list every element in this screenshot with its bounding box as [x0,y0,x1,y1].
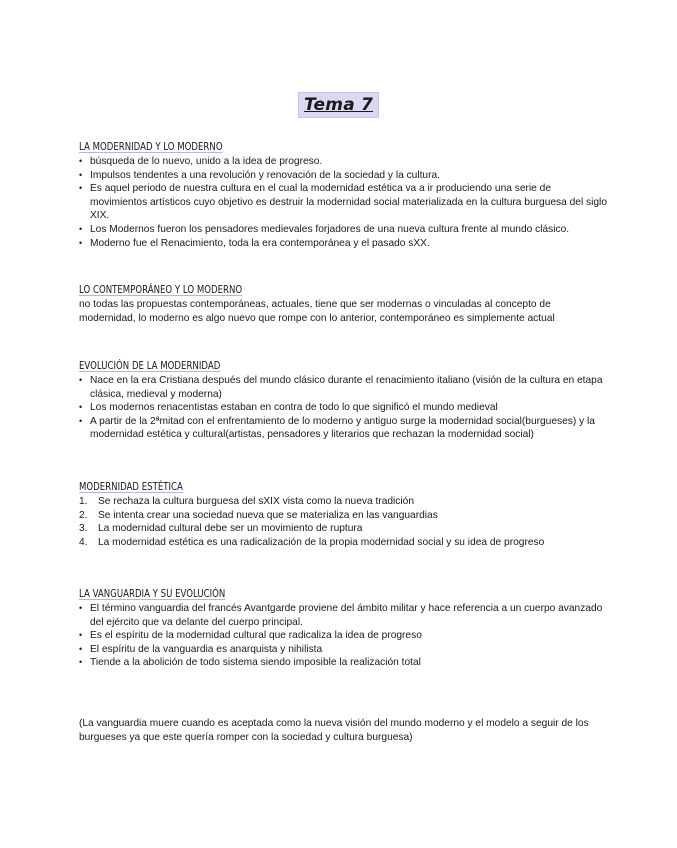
bullet-list [79,155,609,250]
bullet-list [79,602,609,670]
section-modernidad-estetica [79,480,609,549]
section-heading: LA VANGUARDIA Y SU EVOLUCIÓN [79,587,226,600]
list-item [79,522,609,536]
section-heading: LA MODERNIDAD Y LO MODERNO [79,140,223,153]
list-item: • Nace en la era Cristiana después del mundo clásico durante el renacimiento italiano (visión de la cultura en etapa clásica, medieval y moderna) [79,374,609,401]
section-evolucion-modernidad [79,359,609,442]
list-item: • Impulsos tendentes a una revolución y renovación de la sociedad y la cultura. [79,169,609,183]
item-text: Se intenta crear una sociedad nueva que se materializa en las vanguardias [98,509,438,521]
item-number: 1. [79,496,88,507]
list-item [79,536,609,550]
list-item [79,495,609,509]
list-item: • El espíritu de la vanguardia es anarquista y nihilista [79,643,609,657]
list-item: • búsqueda de lo nuevo, unido a la idea de progreso. [79,155,609,169]
list-item: • A partir de la 2ªmitad con el enfrentamiento de lo moderno y antiguo surge la modernidad social(burgueses) y la modernidad estética y cultural(artistas, pensadores y literarios que rechazan la modernidad social) [79,415,609,442]
list-item: • Tiende a la abolición de todo sistema siendo imposible la realización total [79,656,609,670]
item-text: La modernidad cultural debe ser un movimiento de ruptura [98,523,363,535]
title-wrap [0,92,677,118]
document-title: Tema 7 [298,92,379,118]
item-text: Se rechaza la cultura burguesa del sXIX vista como la nueva tradición [98,496,414,507]
section-paragraph: no todas las propuestas contemporáneas, actuales, tiene que ser modernas o vinculadas al concepto de modernidad, lo moderno es algo nuevo que rompe con lo anterior, contemporáneo es simplemente actual [79,299,555,324]
numbered-list [79,495,609,549]
bullet-list [79,374,609,442]
list-item: • Los modernos renacentistas estaban en contra de todo lo que significó el mundo medieval [79,401,609,415]
item-text: La modernidad estética es una radicalización de la propia modernidad social y su idea de progreso [98,536,545,548]
section-heading: LO CONTEMPORÁNEO Y LO MODERNO [79,283,243,296]
section-vanguardia-evolucion [79,587,609,670]
list-item: • Los Modernos fueron los pensadores medievales forjadores de una nueva cultura frente al mundo clásico. [79,223,609,237]
list-item: • Es aquel periodo de nuestra cultura en el cual la modernidad estética va a ir produciendo una serie de movimientos artísticos cuyo objetivo es destruir la modernidad social materializada en la cultura burguesa del siglo XIX. [79,182,609,223]
item-number: 3. [79,523,88,535]
item-number: 4. [79,536,88,548]
section-contemporaneo-y-moderno [79,283,609,325]
list-item: • El término vanguardia del francés Avantgarde proviene del ámbito militar y hace referencia a un cuerpo avanzado del ejército que va delante del cuerpo principal. [79,602,609,629]
section-modernidad-y-moderno [79,140,609,250]
list-item: • Moderno fue el Renacimiento, toda la era contemporánea y el pasado sXX. [79,237,609,251]
section-heading: MODERNIDAD ESTÉTICA [79,480,183,493]
section-heading: EVOLUCIÓN DE LA MODERNIDAD [79,359,221,372]
list-item: • Es el espíritu de la modernidad cultural que radicaliza la idea de progreso [79,629,609,643]
closing-note: (La vanguardia muere cuando es aceptada como la nueva visión del mundo moderno y el modelo a seguir de los burgueses ya que este quería romper con la sociedad y cultura burguesa) [79,718,589,743]
list-item [79,509,609,523]
item-number: 2. [79,509,88,521]
